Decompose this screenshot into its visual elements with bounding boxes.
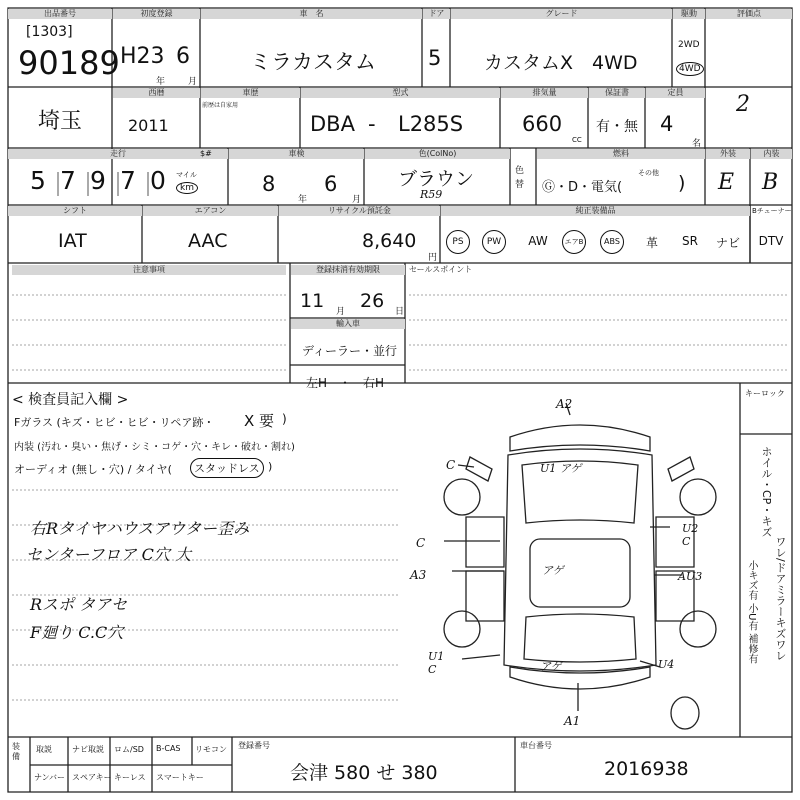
fuel: Ⓖ・D・電気( (542, 180, 623, 195)
tire-close: ) (268, 460, 273, 473)
year: 2011 (128, 116, 169, 135)
first-reg-month: 6 (176, 44, 190, 69)
glass-close: ) (282, 412, 287, 426)
equip-item: SR (682, 234, 698, 248)
mileage-digit: 9 (90, 166, 106, 195)
reg-expiry-label: 登録抹消有効期限 (291, 265, 405, 275)
hand-note: センターフロア C穴 大 (26, 545, 191, 564)
color-number: R59 (420, 188, 443, 201)
footer-item: ナビ取説 (72, 745, 104, 754)
drive-label: 駆動 (673, 9, 705, 19)
first-reg-era: H23 (120, 44, 165, 69)
warranty: 有・無 (596, 119, 638, 135)
damage-mark: C (416, 536, 426, 550)
score: 2 (736, 92, 750, 117)
month-unit: 月 (188, 77, 198, 87)
capacity-label: 定員 (646, 88, 705, 98)
prefecture: 埼玉 (38, 109, 83, 134)
inspect-year-unit: 年 (298, 195, 308, 205)
drive-2wd: 2WD (678, 40, 700, 50)
vertical-note: 小キズ有 小U有 補修有 (746, 560, 757, 664)
equip-item: ナビ (715, 236, 740, 250)
audio-tire-note: オーディオ (無し・穴) / タイヤ( (14, 463, 172, 476)
footer-item: リモコン (195, 745, 227, 754)
damage-mark: AU3 (678, 570, 703, 583)
displacement: 660 (522, 112, 563, 136)
damage-mark: アゲ (542, 564, 564, 577)
reg-month-unit: 月 (336, 307, 346, 317)
footer-item: 取説 (36, 745, 52, 754)
recycle-unit: 円 (428, 253, 438, 263)
inspect-month-unit: 月 (352, 195, 362, 205)
equip-item: AW (528, 234, 548, 248)
vertical-note: ワレ/ドアミラーキズワレ (774, 536, 787, 661)
capacity-unit: 名 (692, 139, 702, 149)
vertical-note: ホイル・CP・キズ (760, 446, 773, 538)
damage-mark: アゲ (540, 660, 562, 673)
warranty-label: 保証書 (589, 88, 645, 98)
damage-mark: U1 アゲ (540, 462, 582, 475)
first-reg-label: 初度登録 (113, 9, 200, 19)
cc-label: 排気量 (501, 88, 588, 98)
equip-item-circled: PS (446, 230, 470, 254)
ac-label: エアコン (143, 206, 278, 216)
model-label: 型式 (301, 88, 500, 98)
equip-item-circled: PW (482, 230, 506, 254)
mileage-digit: 7 (60, 166, 76, 195)
inspector-title: < 検査員記入欄 > (12, 392, 129, 408)
steering: 左H ・ 右H (306, 376, 385, 390)
grade: カスタムX 4WD (484, 52, 638, 74)
fuel-close: ) (678, 172, 686, 194)
footer-item: スマートキー (156, 773, 204, 782)
interior-grade: B (762, 170, 779, 195)
reg-day-unit: 日 (395, 307, 405, 317)
reg-month: 11 (300, 290, 325, 312)
model-dash: - (368, 112, 376, 136)
footer-item: キーレス (114, 773, 146, 782)
damage-mark: U4 (658, 658, 675, 671)
glass-replace: X 要 (244, 412, 275, 430)
mileage-label: 走行 (8, 149, 228, 159)
inspection-year: 8 (262, 172, 276, 196)
score-label: 評価点 (706, 9, 792, 19)
model-prefix: DBA (310, 112, 355, 136)
dealer-type: ディーラー・並行 (302, 344, 398, 358)
damage-mark: A3 (410, 568, 427, 582)
equip-item-circled: ABS (600, 230, 624, 254)
hand-note: F廻り C.C穴 (30, 623, 124, 642)
damage-mark: A2 (556, 397, 573, 411)
caution-label: 注意事項 (12, 265, 286, 275)
sales-point-label: セールスポイント (409, 265, 473, 274)
chassis-number: 2016938 (604, 758, 689, 780)
equip-item: DTV (758, 234, 784, 248)
inspection-month: 6 (324, 172, 338, 196)
reg-number-label: 登録番号 (238, 741, 270, 750)
car-diagram (430, 395, 730, 735)
history-label: 車歴 (201, 88, 300, 98)
doors-label: ドア (423, 9, 450, 19)
equip-item: 革 (645, 236, 658, 250)
interior-note: 内装 (汚れ・臭い・焦げ・シミ・コゲ・穴・キレ・破れ・割れ) (14, 442, 295, 453)
fuel-other: その他 (638, 169, 659, 177)
car-name-label: 車 名 (201, 9, 422, 19)
equipment-list (441, 222, 792, 262)
shift-label: シフト (8, 206, 142, 216)
dtv-label: Bチューナー (752, 207, 792, 215)
lot-sub: [1303] (26, 24, 73, 40)
footer-equip-label: 装備 (12, 742, 20, 761)
inspection-label: 車検 (229, 149, 364, 159)
exterior-label: 外装 (706, 149, 750, 159)
color-change: 色替 (515, 166, 525, 190)
color-label: 色(ColNo) (365, 149, 510, 159)
air-conditioner: AAC (188, 230, 228, 252)
equipment-label: 純正装備品 (441, 206, 750, 216)
footer-item: ナンバー (34, 773, 66, 782)
digit-separators (40, 168, 180, 198)
recycle-fee: 8,640 (362, 230, 417, 252)
mileage-digit: 7 (120, 166, 136, 195)
cc-unit: CC (572, 136, 582, 144)
history-sub: 前歴は自家用 (202, 102, 239, 109)
year-label: 西暦 (113, 88, 200, 98)
registration-number: 会津 580 せ 380 (290, 762, 438, 784)
hand-note: 右Rタイヤハウスアウター歪み (30, 519, 250, 538)
chassis-label: 車台番号 (520, 741, 552, 750)
year-unit: 年 (156, 77, 166, 87)
shift: IAT (58, 230, 87, 252)
grade-label: グレード (451, 9, 672, 19)
exterior-grade: E (718, 170, 735, 195)
damage-mark: U1 C (428, 650, 445, 676)
car-name: ミラカスタム (250, 50, 376, 74)
keylock-label: キーロック (745, 389, 785, 398)
recycle-label: リサイクル預託金 (279, 206, 440, 216)
footer-item: B-CAS (156, 744, 181, 753)
footer-item: スペアキー (72, 773, 112, 782)
damage-mark: C (446, 458, 456, 472)
mileage-digit: 5 (30, 166, 46, 195)
doors: 5 (428, 46, 442, 70)
damage-mark: U2 C (682, 522, 699, 548)
mile-unit: マイル (176, 171, 197, 179)
footer-item: ロム/SD (114, 745, 144, 754)
reg-day: 26 (360, 290, 385, 312)
drive-4wd-circled: 4WD (676, 62, 704, 76)
lot-label: 出品番号 (8, 9, 112, 19)
model-code: L285S (398, 112, 464, 136)
damage-mark: A1 (564, 714, 581, 728)
fuel-label: 燃料 (537, 149, 705, 159)
color: ブラウン (398, 168, 475, 190)
hand-note: Rスポ タアセ (30, 595, 127, 614)
equip-item-circled: エアB (562, 230, 586, 254)
meter-label: $# (200, 149, 212, 158)
mileage-digit: 0 (150, 166, 166, 195)
glass-note: Fガラス (キズ・ヒビ・ヒビ・リペア跡・ (14, 416, 215, 429)
lot-number: 90189 (18, 44, 120, 82)
interior-label: 内装 (751, 149, 792, 159)
import-label: 輸入車 (291, 319, 405, 329)
capacity: 4 (660, 112, 674, 136)
tire-studless: スタッドレス (190, 458, 264, 478)
km-unit-circled: km (176, 182, 198, 194)
